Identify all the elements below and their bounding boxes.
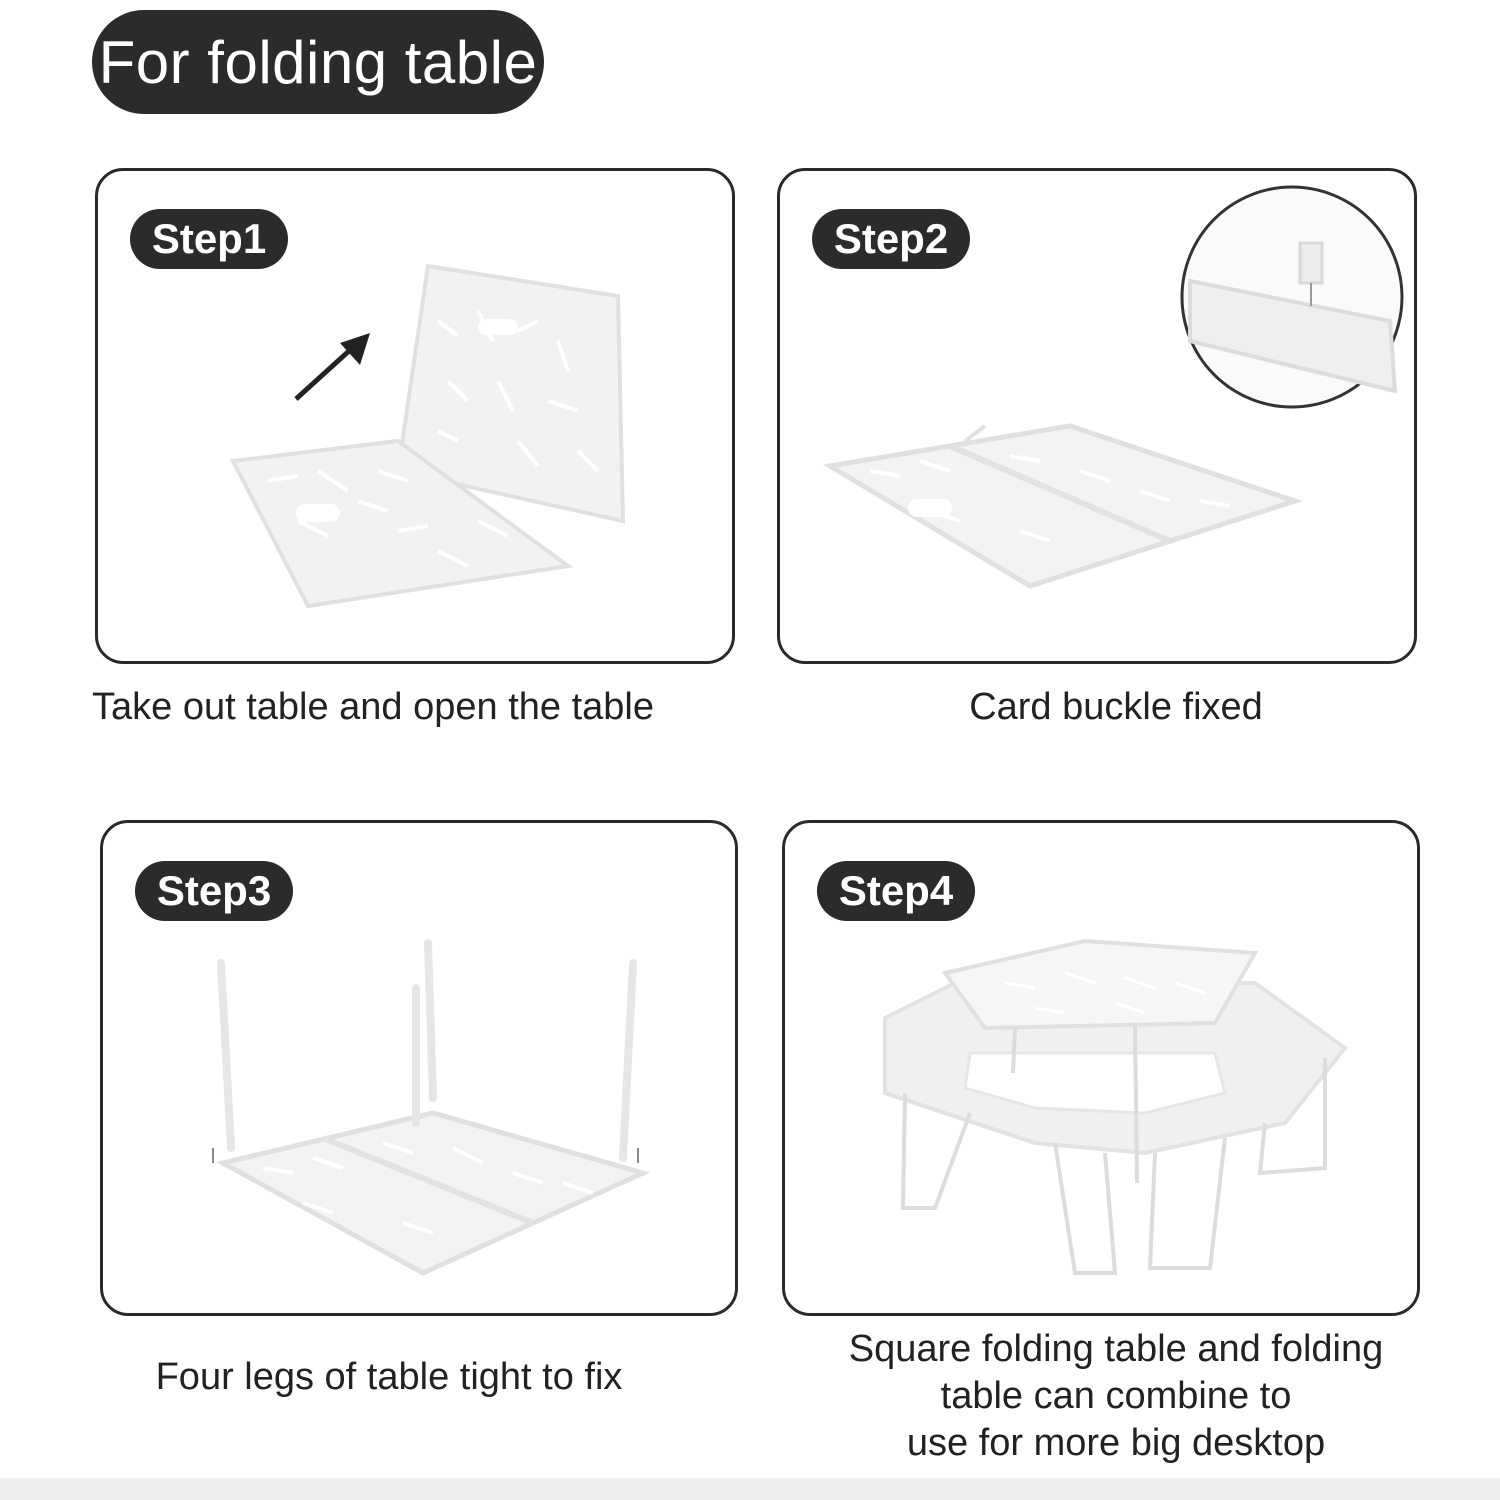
- step4-caption-line-3: use for more big desktop: [906, 1422, 1326, 1464]
- step3-caption: Four legs of table tight to fix: [155, 1356, 623, 1398]
- step1-panel: [95, 168, 735, 664]
- step2-caption: Card buckle fixed: [969, 686, 1263, 728]
- step4-caption: [782, 1326, 1450, 1467]
- bottom-strip: [0, 1478, 1500, 1500]
- step4-caption-line-2: table can combine to: [940, 1375, 1292, 1417]
- step3-label: Step3: [135, 861, 293, 921]
- step4-caption-line-1: Square folding table and folding: [848, 1328, 1384, 1370]
- step2-panel: [777, 168, 1417, 664]
- step1-label: Step1: [130, 209, 288, 269]
- step2-label: Step2: [812, 209, 970, 269]
- step4-label: Step4: [817, 861, 975, 921]
- step1-caption: Take out table and open the table: [92, 686, 655, 728]
- page-title: For folding table: [92, 10, 544, 114]
- step4-panel: [782, 820, 1420, 1316]
- step3-panel: [100, 820, 738, 1316]
